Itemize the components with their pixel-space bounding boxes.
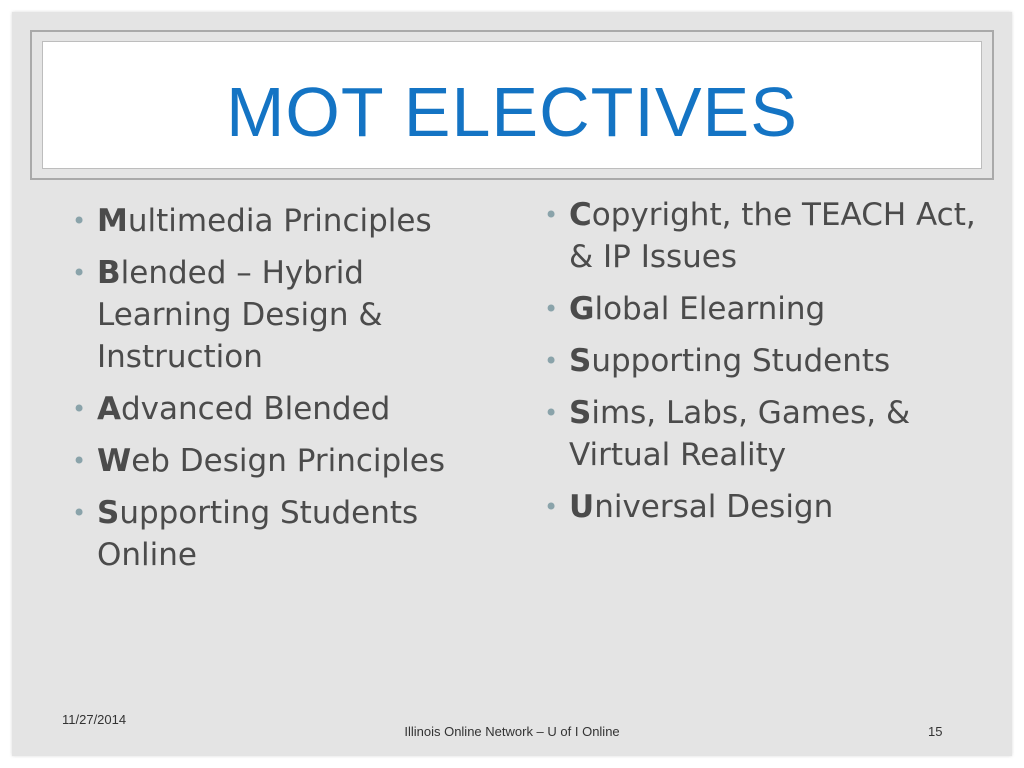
bullet-icon: • <box>72 447 87 475</box>
bullet-icon: • <box>544 295 559 323</box>
item-initial: M <box>97 203 128 239</box>
list-item <box>544 288 1000 330</box>
item-text: niversal Design <box>594 489 834 525</box>
item-initial: A <box>97 391 121 427</box>
list-item <box>544 340 1000 382</box>
footer-date: 11/27/2014 <box>62 712 127 727</box>
item-initial: S <box>97 495 120 531</box>
item-text: lobal Elearning <box>594 291 826 327</box>
item-text: ims, Labs, Games, & Virtual Reality <box>569 395 911 473</box>
bullet-icon: • <box>72 395 87 423</box>
title-box <box>42 41 982 169</box>
list-item <box>72 388 502 430</box>
item-initial: W <box>97 443 132 479</box>
list-item <box>72 252 502 378</box>
item-initial: U <box>569 489 595 525</box>
item-text: opyright, the TEACH Act, & IP Issues <box>569 197 976 275</box>
list-item <box>72 200 502 242</box>
item-text: upporting Students Online <box>97 495 419 573</box>
bullet-icon: • <box>72 207 87 235</box>
bullet-icon: • <box>544 201 559 229</box>
right-bullet-list <box>544 194 1000 538</box>
bullet-icon: • <box>72 259 87 287</box>
footer-text: Illinois Online Network – U of I Online <box>404 724 620 739</box>
list-item <box>544 194 1000 278</box>
bullet-icon: • <box>544 399 559 427</box>
bullet-icon: • <box>72 499 87 527</box>
slide <box>12 12 1012 756</box>
left-bullet-list <box>72 200 502 586</box>
item-initial: C <box>569 197 592 233</box>
item-initial: S <box>569 395 592 431</box>
item-text: dvanced Blended <box>121 391 391 427</box>
list-item <box>544 392 1000 476</box>
list-item <box>544 486 1000 528</box>
item-text: ultimedia Principles <box>127 203 432 239</box>
bullet-icon: • <box>544 493 559 521</box>
item-text: upporting Students <box>591 343 891 379</box>
item-initial: B <box>97 255 121 291</box>
bullet-icon: • <box>544 347 559 375</box>
list-item <box>72 492 502 576</box>
item-text: lended – Hybrid Learning Design & Instruction <box>97 255 383 375</box>
item-initial: S <box>569 343 592 379</box>
item-initial: G <box>569 291 595 327</box>
item-text: eb Design Principles <box>131 443 446 479</box>
list-item <box>72 440 502 482</box>
title-frame <box>30 30 994 180</box>
slide-title: MOT ELECTIVES <box>226 73 798 151</box>
page-number: 15 <box>928 724 943 739</box>
